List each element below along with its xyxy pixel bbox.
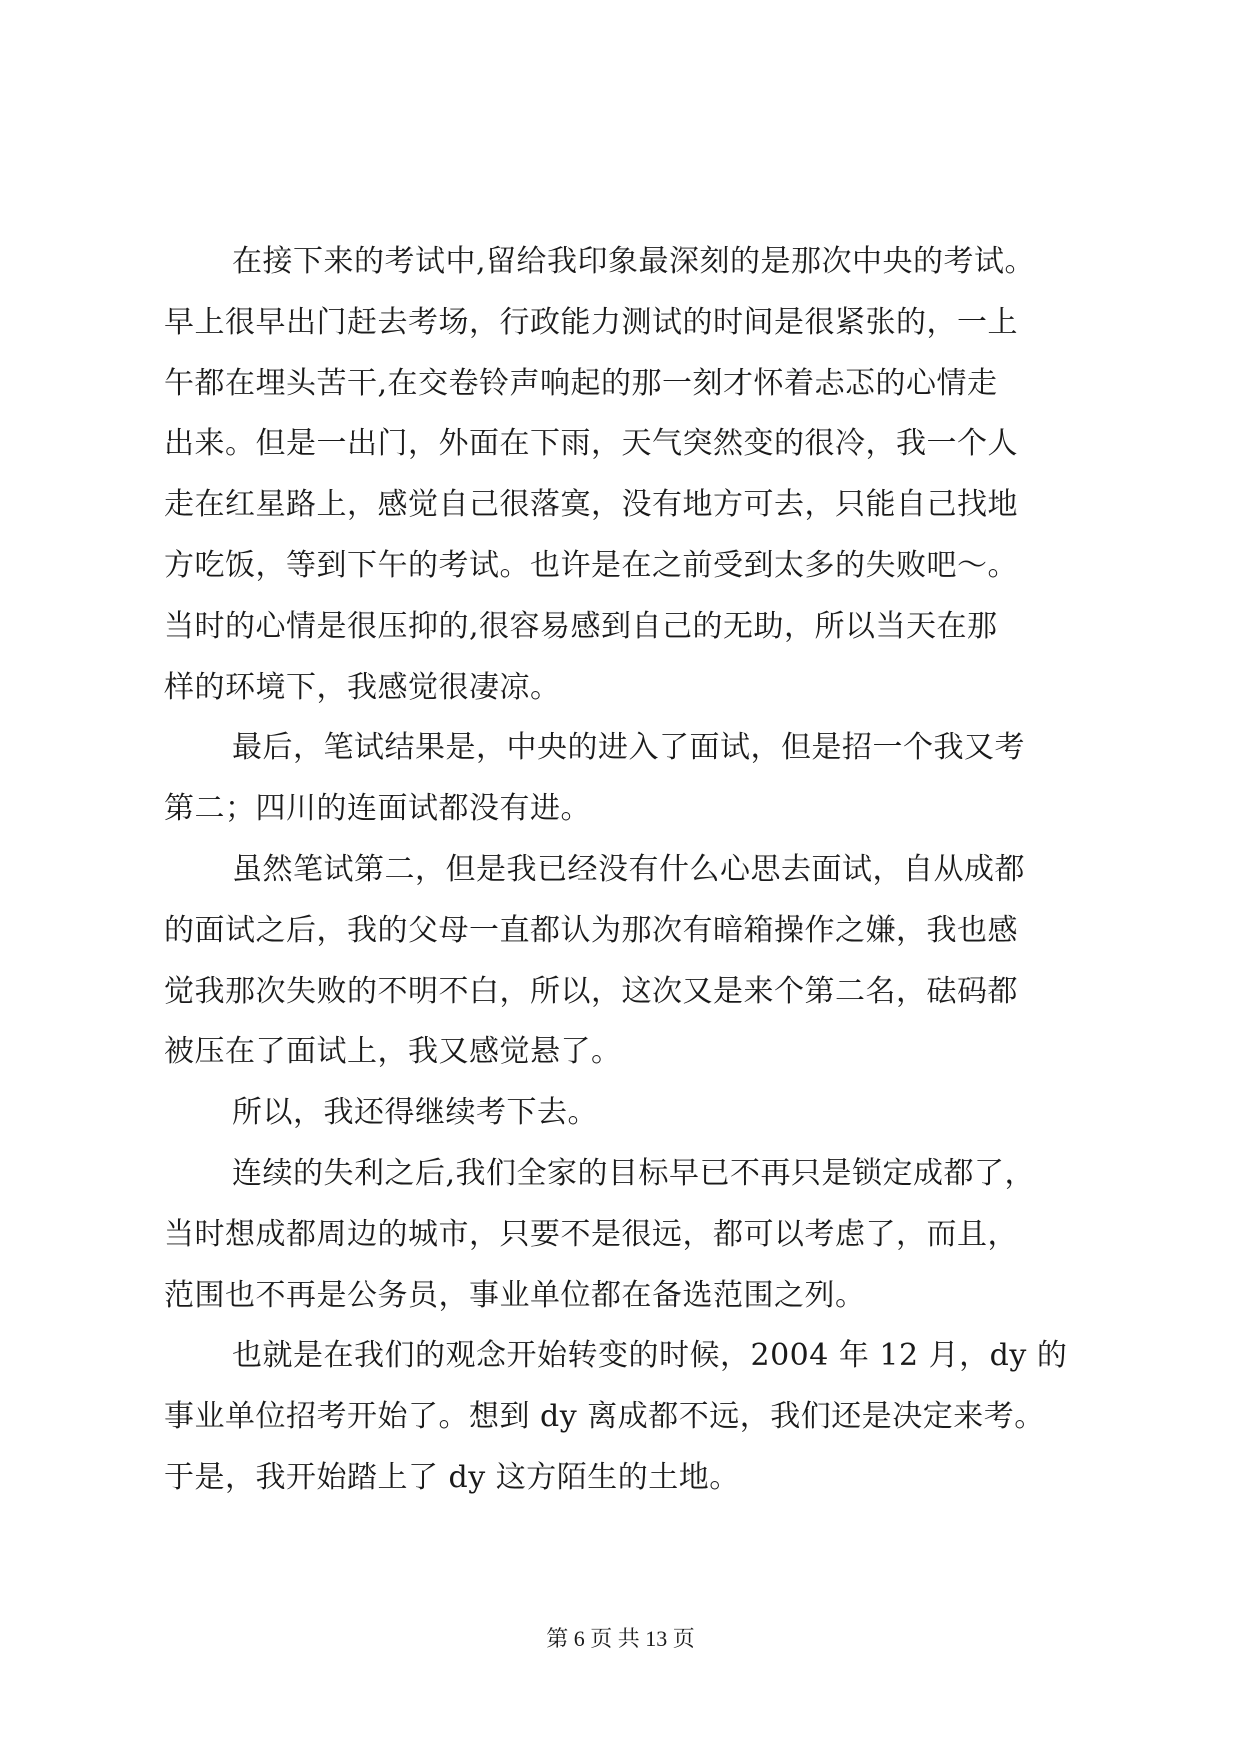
text-line: 当时的心情是很压抑的,很容易感到自己的无助，所以当天在那 xyxy=(164,608,998,644)
text-line: 第二；四川的连面试都没有进。 xyxy=(164,791,591,827)
text-line: 被压在了面试上，我又感觉悬了。 xyxy=(164,1034,622,1070)
text-line: 走在红星路上，感觉自己很落寞，没有地方可去，只能自己找地 xyxy=(164,487,1018,523)
text-line: 最后，笔试结果是，中央的进入了面试，但是招一个我又考 xyxy=(232,730,1025,766)
text-line: 当时想成都周边的城市，只要不是很远，都可以考虑了，而且， xyxy=(164,1216,1018,1252)
text-line: 事业单位招考开始了。想到 dy 离成都不远，我们还是决定来考。 xyxy=(164,1399,1045,1435)
text-line: 觉我那次失败的不明不白，所以，这次又是来个第二名，砝码都 xyxy=(164,973,1018,1009)
text-line: 范围也不再是公务员，事业单位都在备选范围之列。 xyxy=(164,1277,866,1313)
document-body xyxy=(164,232,1084,1509)
text-line: 也就是在我们的观念开始转变的时候，2004 年 12 月，dy 的 xyxy=(232,1338,1068,1374)
text-line: 方吃饭，等到下午的考试。也许是在之前受到太多的失败吧～。 xyxy=(164,547,1018,583)
text-line: 午都在埋头苦干,在交卷铃声响起的那一刻才怀着忐忑的心情走 xyxy=(164,365,998,401)
text-line: 连续的失利之后,我们全家的目标早已不再只是锁定成都了， xyxy=(232,1155,1036,1191)
text-line: 虽然笔试第二，但是我已经没有什么心思去面试，自从成都 xyxy=(232,851,1025,887)
text-line: 出来。但是一出门，外面在下雨，天气突然变的很冷，我一个人 xyxy=(164,426,1018,462)
text-line: 的面试之后，我的父母一直都认为那次有暗箱操作之嫌，我也感 xyxy=(164,912,1018,948)
text-line: 所以，我还得继续考下去。 xyxy=(232,1095,598,1131)
text-line: 于是，我开始踏上了 dy 这方陌生的土地。 xyxy=(164,1459,740,1495)
text-line: 早上很早出门赶去考场，行政能力测试的时间是很紧张的，一上 xyxy=(164,304,1018,340)
text-line: 样的环境下，我感觉很凄凉。 xyxy=(164,669,561,705)
page-number-footer: 第 6 页 共 13 页 xyxy=(546,1626,695,1651)
text-line: 在接下来的考试中,留给我印象最深刻的是那次中央的考试。 xyxy=(232,244,1036,279)
